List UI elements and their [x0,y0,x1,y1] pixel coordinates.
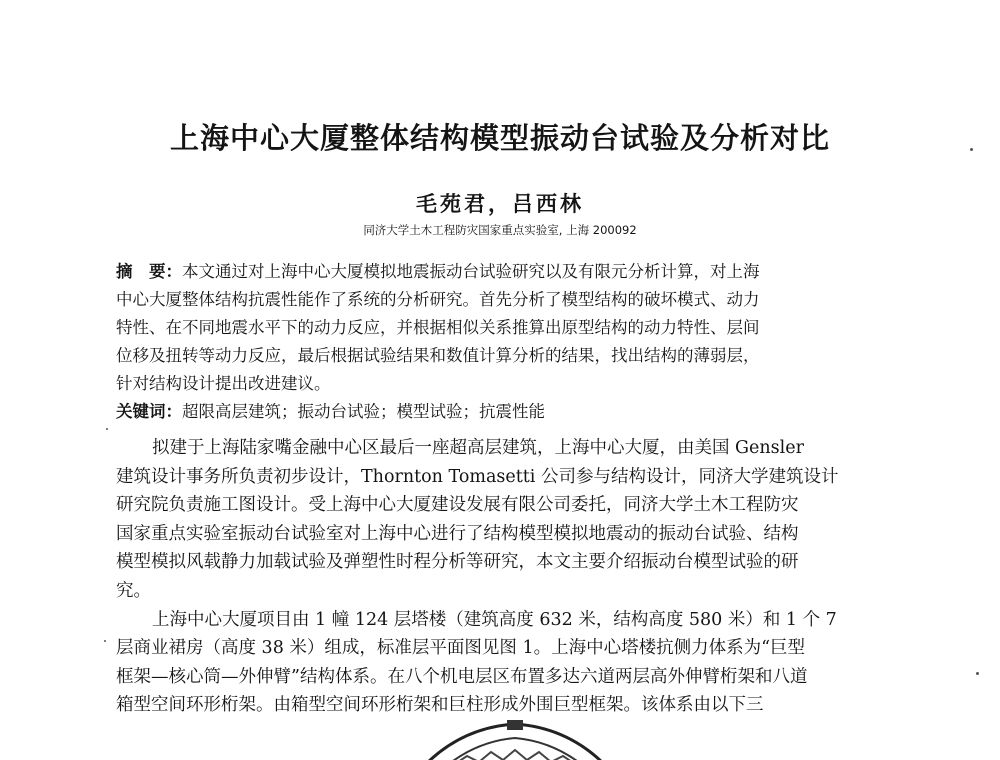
scan-speck [976,672,979,675]
body-line: 箱型空间环形桁架。由箱型空间环形桁架和巨柱形成外围巨型框架。该体系由以下三 [116,695,764,716]
abstract-line: 位移及扭转等动力反应，最后根据试验结果和数值计算分析的结果，找出结构的薄弱层， [116,346,760,365]
body-line: 模型模拟风载静力加载试验及弹塑性时程分析等研究，本文主要介绍振动台模型试验的研 [116,552,799,573]
figure-1-floor-plan-partial [395,716,635,760]
scan-speck [104,640,106,642]
abstract-line [116,258,896,286]
abstract-text: 本文通过对上海中心大厦模拟地震振动台试验研究以及有限元分析计算，对上海 [182,262,760,281]
abstract-line: 针对结构设计提出改进建议。 [116,374,331,393]
body-line: 究。 [116,580,151,601]
abstract-block [116,258,896,426]
body-line: 上海中心大厦项目由 1 幢 124 层塔楼（建筑高度 632 米，结构高度 580 米）和 1 个 7 [152,609,837,630]
keywords-text: 超限高层建筑；振动台试验；模型试验；抗震性能 [182,402,545,421]
body-line: 层商业裙房（高度 38 米）组成，标准层平面图见图 1。上海中心塔楼抗侧力体系为“巨型 [116,638,806,659]
abstract-line: 特性、在不同地震水平下的动力反应，并根据相似关系推算出原型结构的动力特性、层间 [116,318,760,337]
abstract-label: 摘 要： [116,262,182,281]
keywords-label: 关键词： [116,402,182,421]
body-line: 建筑设计事务所负责初步设计，Thornton Tomasetti 公司参与结构设计，同济大学建筑设计 [116,466,839,487]
scan-speck [970,148,973,151]
paper-affiliation: 同济大学土木工程防灾国家重点实验室, 上海 200092 [363,223,637,237]
paper-title: 上海中心大厦整体结构模型振动台试验及分析对比 [169,121,830,155]
body-line: 框架—核心筒—外伸臂”结构体系。在八个机电层区布置多达六道两层高外伸臂桁架和八道 [116,666,808,687]
keywords-line [116,398,896,426]
body-text [116,434,896,720]
paper-authors: 毛苑君，吕西林 [416,191,584,216]
body-line: 拟建于上海陆家嘴金融中心区最后一座超高层建筑，上海中心大厦，由美国 Gensler [152,438,804,458]
body-line: 研究院负责施工图设计。受上海中心大厦建设发展有限公司委托，同济大学土木工程防灾 [116,495,799,516]
abstract-line: 中心大厦整体结构抗震性能作了系统的分析研究。首先分析了模型结构的破坏模式、动力 [116,290,760,309]
scan-speck [106,428,108,430]
body-line: 国家重点实验室振动台试验室对上海中心进行了结构模型模拟地震动的振动台试验、结构 [116,523,799,544]
